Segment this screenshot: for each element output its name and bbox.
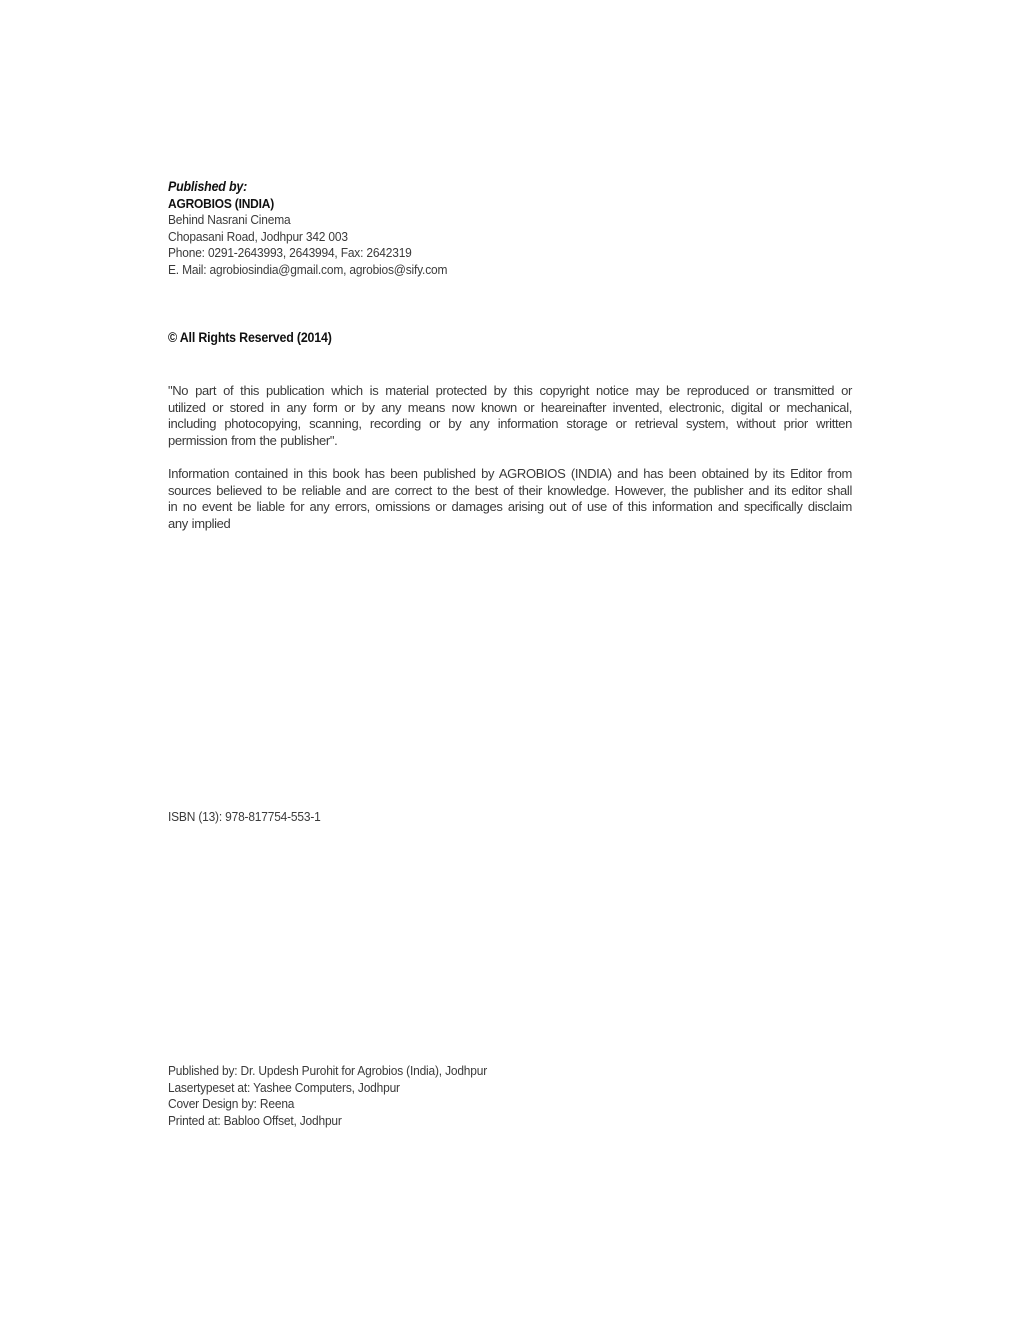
notice-line: utilized or stored in any form or by any means now known or heareinafter invented, electronic, digital or mechanical,	[168, 399, 852, 415]
isbn-text: ISBN (13): 978-817754-553-1	[168, 809, 321, 824]
isbn-block	[168, 809, 852, 826]
credit-lasertypeset	[168, 1080, 852, 1097]
credit-printed-at	[168, 1113, 852, 1130]
publisher-email	[168, 262, 852, 279]
disclaimer-line: sources believed to be reliable and are correct to the best of their knowledge. However, the publisher and its editor shall	[168, 482, 852, 498]
notice-line: permission from the publisher".	[168, 432, 338, 448]
credit-cover-design	[168, 1096, 852, 1113]
publisher-name	[168, 196, 852, 213]
published-by-label-text: Published by:	[168, 179, 248, 194]
rights-reserved	[168, 329, 852, 346]
disclaimer-line: in no event be liable for any errors, omissions or damages arising out of use of this information and specifically disclaim	[168, 499, 852, 515]
publisher-address-line1	[168, 212, 852, 229]
rights-reserved-text: © All Rights Reserved (2014)	[168, 330, 332, 345]
notice-line: including photocopying, scanning, recording or by any information storage or retrieval system, without prior written	[168, 416, 852, 432]
disclaimer-line: Information contained in this book has been published by AGROBIOS (INDIA) and has been obtained by its Editor from	[168, 466, 852, 481]
credit-cover-design-text: Cover Design by: Reena	[168, 1096, 295, 1112]
credit-published-by-text: Published by: Dr. Updesh Purohit for Agrobios (India), Jodhpur	[168, 1063, 488, 1078]
credit-lasertypeset-text: Lasertypeset at: Yashee Computers, Jodhpur	[168, 1079, 400, 1095]
credit-printed-at-text: Printed at: Babloo Offset, Jodhpur	[168, 1112, 342, 1128]
publisher-phone	[168, 245, 852, 262]
address-line2-text: Chopasani Road, Jodhpur 342 003	[168, 228, 348, 244]
isbn-line	[168, 809, 852, 826]
copyright-notice	[168, 383, 852, 449]
credit-published-by	[168, 1063, 852, 1080]
email-text: E. Mail: agrobiosindia@gmail.com, agrobios@sify.com	[168, 261, 448, 277]
notice-line: "No part of this publication which is material protected by this copyright notice may be reproduced or transmitted or	[168, 383, 852, 398]
rights-reserved-line	[168, 329, 852, 346]
publisher-block	[168, 179, 852, 279]
disclaimer-line: any implied	[168, 515, 231, 531]
publisher-name-text: AGROBIOS (INDIA)	[168, 195, 275, 211]
published-by-label	[168, 179, 852, 196]
publisher-address-line2	[168, 229, 852, 246]
credits-block	[168, 1063, 852, 1129]
address-line1-text: Behind Nasrani Cinema	[168, 212, 291, 228]
phone-text: Phone: 0291-2643993, 2643994, Fax: 2642319	[168, 245, 412, 261]
disclaimer-paragraph	[168, 466, 852, 532]
